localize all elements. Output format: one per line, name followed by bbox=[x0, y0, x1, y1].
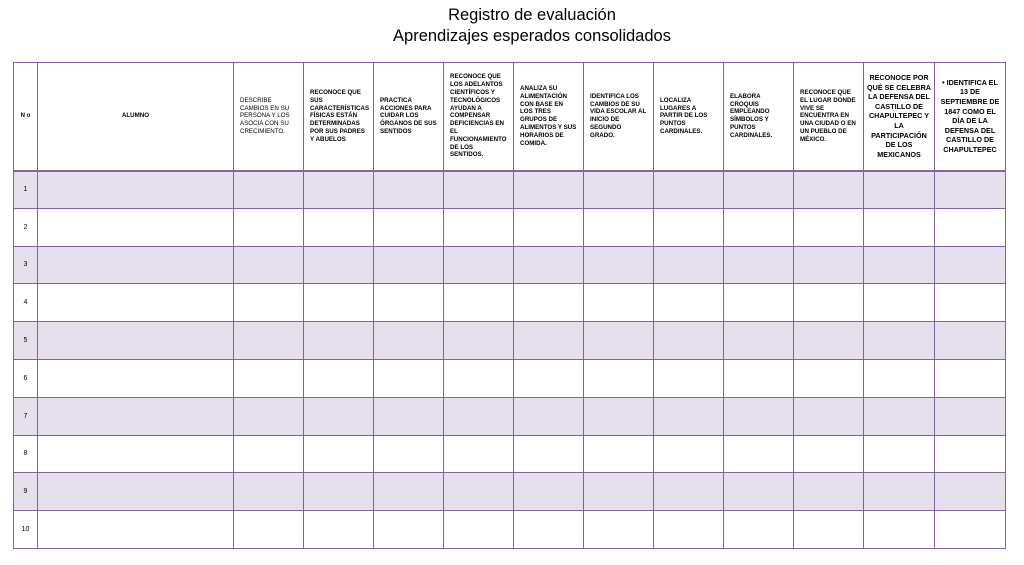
evaluation-cell[interactable] bbox=[584, 435, 654, 473]
evaluation-cell[interactable] bbox=[304, 208, 374, 246]
evaluation-cell[interactable] bbox=[654, 511, 724, 549]
row-number: 3 bbox=[14, 246, 38, 284]
evaluation-cell[interactable] bbox=[864, 246, 935, 284]
table-row bbox=[14, 435, 1006, 473]
evaluation-cell[interactable] bbox=[864, 359, 935, 397]
alumno-cell[interactable] bbox=[38, 397, 234, 435]
row-number: 8 bbox=[14, 435, 38, 473]
evaluation-cell[interactable] bbox=[584, 171, 654, 209]
evaluation-cell[interactable] bbox=[584, 359, 654, 397]
evaluation-cell[interactable] bbox=[374, 473, 444, 511]
evaluation-cell[interactable] bbox=[444, 208, 514, 246]
evaluation-cell[interactable] bbox=[654, 284, 724, 322]
table-row bbox=[14, 511, 1006, 549]
evaluation-cell[interactable] bbox=[654, 435, 724, 473]
evaluation-cell[interactable] bbox=[935, 322, 1006, 360]
evaluation-cell[interactable] bbox=[304, 171, 374, 209]
evaluation-cell[interactable] bbox=[794, 246, 864, 284]
row-number: 6 bbox=[14, 359, 38, 397]
title-line-1: Registro de evaluación bbox=[448, 6, 616, 24]
row-number: 10 bbox=[14, 511, 38, 549]
evaluation-cell[interactable] bbox=[374, 511, 444, 549]
evaluation-cell[interactable] bbox=[864, 284, 935, 322]
alumno-cell[interactable] bbox=[38, 359, 234, 397]
evaluation-cell[interactable] bbox=[864, 322, 935, 360]
evaluation-cell[interactable] bbox=[444, 322, 514, 360]
evaluation-cell[interactable] bbox=[935, 208, 1006, 246]
evaluation-cell[interactable] bbox=[234, 473, 304, 511]
evaluation-cell[interactable] bbox=[654, 246, 724, 284]
evaluation-cell[interactable] bbox=[935, 511, 1006, 549]
evaluation-cell[interactable] bbox=[584, 322, 654, 360]
evaluation-cell[interactable] bbox=[374, 246, 444, 284]
evaluation-cell[interactable] bbox=[584, 208, 654, 246]
evaluation-cell[interactable] bbox=[304, 397, 374, 435]
alumno-cell[interactable] bbox=[38, 511, 234, 549]
header-col-4: RECONOCE QUE LOS ADELANTOS CIENTÍFICOS Y TECNOLÓGICOS AYUDAN A COMPENSAR DEFICIENCIAS EN EL FUNCIONAMIENTO DE LOS SENTIDOS. bbox=[444, 63, 514, 171]
row-number: 7 bbox=[14, 397, 38, 435]
alumno-cell[interactable] bbox=[38, 473, 234, 511]
evaluation-cell[interactable] bbox=[304, 359, 374, 397]
evaluation-cell[interactable] bbox=[935, 359, 1006, 397]
header-col-9: RECONOCE QUE EL LUGAR DONDE VIVE SE ENCUENTRA EN UNA CIUDAD O EN UN PUEBLO DE MÉXICO. bbox=[794, 63, 864, 171]
evaluation-cell[interactable] bbox=[654, 322, 724, 360]
document-title bbox=[0, 5, 1024, 47]
table-body bbox=[14, 171, 1006, 549]
alumno-cell[interactable] bbox=[38, 246, 234, 284]
evaluation-cell[interactable] bbox=[864, 435, 935, 473]
evaluation-cell[interactable] bbox=[444, 435, 514, 473]
header-col-8: ELABORA CROQUIS EMPLEANDO SÍMBOLOS Y PUNTOS CARDINALES. bbox=[724, 63, 794, 171]
alumno-cell[interactable] bbox=[38, 322, 234, 360]
evaluation-cell[interactable] bbox=[234, 397, 304, 435]
evaluation-cell[interactable] bbox=[724, 397, 794, 435]
evaluation-cell[interactable] bbox=[514, 284, 584, 322]
evaluation-cell[interactable] bbox=[584, 397, 654, 435]
evaluation-cell[interactable] bbox=[584, 246, 654, 284]
evaluation-cell[interactable] bbox=[794, 397, 864, 435]
evaluation-cell[interactable] bbox=[794, 322, 864, 360]
evaluation-cell[interactable] bbox=[444, 473, 514, 511]
table-row bbox=[14, 397, 1006, 435]
evaluation-cell[interactable] bbox=[304, 284, 374, 322]
row-number: 2 bbox=[14, 208, 38, 246]
evaluation-cell[interactable] bbox=[654, 473, 724, 511]
evaluation-table bbox=[13, 62, 1006, 549]
header-alumno: ALUMNO bbox=[38, 63, 234, 171]
evaluation-cell[interactable] bbox=[234, 284, 304, 322]
evaluation-cell[interactable] bbox=[444, 359, 514, 397]
evaluation-cell[interactable] bbox=[864, 208, 935, 246]
evaluation-cell[interactable] bbox=[864, 397, 935, 435]
evaluation-cell[interactable] bbox=[304, 511, 374, 549]
header-col-1: DESCRIBE CAMBIOS EN SU PERSONA Y LOS ASOCIA CON SU CRECIMIENTO. bbox=[234, 63, 304, 171]
evaluation-cell[interactable] bbox=[935, 397, 1006, 435]
evaluation-cell[interactable] bbox=[794, 359, 864, 397]
evaluation-cell[interactable] bbox=[794, 511, 864, 549]
evaluation-cell[interactable] bbox=[724, 246, 794, 284]
evaluation-cell[interactable] bbox=[234, 322, 304, 360]
table-row bbox=[14, 359, 1006, 397]
table-row bbox=[14, 284, 1006, 322]
evaluation-cell[interactable] bbox=[514, 208, 584, 246]
evaluation-cell[interactable] bbox=[584, 284, 654, 322]
evaluation-cell[interactable] bbox=[444, 246, 514, 284]
evaluation-cell[interactable] bbox=[514, 397, 584, 435]
evaluation-cell[interactable] bbox=[724, 322, 794, 360]
table-row bbox=[14, 473, 1006, 511]
evaluation-cell[interactable] bbox=[584, 473, 654, 511]
header-col-5: ANALIZA SU ALIMENTACIÓN CON BASE EN LOS TRES GRUPOS DE ALIMENTOS Y SUS HORARIOS DE COMIDA. bbox=[514, 63, 584, 171]
evaluation-cell[interactable] bbox=[444, 171, 514, 209]
title-line-2: Aprendizajes esperados consolidados bbox=[393, 27, 671, 45]
evaluation-cell[interactable] bbox=[444, 397, 514, 435]
evaluation-cell[interactable] bbox=[584, 511, 654, 549]
row-number: 5 bbox=[14, 322, 38, 360]
alumno-cell[interactable] bbox=[38, 435, 234, 473]
evaluation-cell[interactable] bbox=[935, 246, 1006, 284]
evaluation-cell[interactable] bbox=[654, 208, 724, 246]
evaluation-cell[interactable] bbox=[374, 359, 444, 397]
header-col-10: RECONOCE POR QUÉ SE CELEBRA LA DEFENSA DEL CASTILLO DE CHAPULTEPEC Y LA PARTICIPACIÓN DE LOS MEXICANOS bbox=[864, 63, 935, 171]
header-col-11: • IDENTIFICA EL 13 DE SEPTIEMBRE DE 1847 COMO EL DÍA DE LA DEFENSA DEL CASTILLO DE CHAPULTEPEC bbox=[935, 63, 1006, 171]
evaluation-cell[interactable] bbox=[374, 322, 444, 360]
evaluation-cell[interactable] bbox=[935, 473, 1006, 511]
evaluation-cell[interactable] bbox=[234, 246, 304, 284]
evaluation-cell[interactable] bbox=[794, 473, 864, 511]
evaluation-cell[interactable] bbox=[514, 322, 584, 360]
evaluation-cell[interactable] bbox=[304, 435, 374, 473]
evaluation-cell[interactable] bbox=[304, 322, 374, 360]
evaluation-cell[interactable] bbox=[794, 435, 864, 473]
evaluation-cell[interactable] bbox=[724, 473, 794, 511]
evaluation-cell[interactable] bbox=[444, 511, 514, 549]
header-col-7: LOCALIZA LUGARES A PARTIR DE LOS PUNTOS CARDINALES. bbox=[654, 63, 724, 171]
alumno-cell[interactable] bbox=[38, 171, 234, 209]
evaluation-cell[interactable] bbox=[724, 171, 794, 209]
evaluation-cell[interactable] bbox=[935, 435, 1006, 473]
header-col-3: PRACTICA ACCIONES PARA CUIDAR LOS ÓRGANOS DE SUS SENTIDOS bbox=[374, 63, 444, 171]
evaluation-cell[interactable] bbox=[304, 473, 374, 511]
evaluation-cell[interactable] bbox=[724, 435, 794, 473]
table-row bbox=[14, 246, 1006, 284]
evaluation-cell[interactable] bbox=[374, 397, 444, 435]
evaluation-cell[interactable] bbox=[935, 284, 1006, 322]
evaluation-cell[interactable] bbox=[514, 359, 584, 397]
evaluation-cell[interactable] bbox=[304, 246, 374, 284]
evaluation-cell[interactable] bbox=[374, 284, 444, 322]
header-col-2: RECONOCE QUE SUS CARACTERÍSTICAS FÍSICAS ESTÁN DETERMINADAS POR SUS PADRES Y ABUELOS bbox=[304, 63, 374, 171]
evaluation-cell[interactable] bbox=[514, 246, 584, 284]
evaluation-cell[interactable] bbox=[654, 359, 724, 397]
table-row bbox=[14, 208, 1006, 246]
evaluation-cell[interactable] bbox=[864, 171, 935, 209]
evaluation-cell[interactable] bbox=[234, 511, 304, 549]
evaluation-cell[interactable] bbox=[234, 435, 304, 473]
evaluation-cell[interactable] bbox=[654, 397, 724, 435]
row-number: 1 bbox=[14, 171, 38, 209]
evaluation-cell[interactable] bbox=[234, 359, 304, 397]
evaluation-cell[interactable] bbox=[794, 171, 864, 209]
evaluation-cell[interactable] bbox=[514, 511, 584, 549]
evaluation-cell[interactable] bbox=[864, 511, 935, 549]
evaluation-cell[interactable] bbox=[654, 171, 724, 209]
evaluation-cell[interactable] bbox=[794, 284, 864, 322]
row-number: 4 bbox=[14, 284, 38, 322]
evaluation-cell[interactable] bbox=[724, 359, 794, 397]
header-no: N o bbox=[14, 63, 38, 171]
evaluation-cell[interactable] bbox=[374, 435, 444, 473]
evaluation-cell[interactable] bbox=[724, 511, 794, 549]
alumno-cell[interactable] bbox=[38, 284, 234, 322]
evaluation-cell[interactable] bbox=[514, 435, 584, 473]
header-row bbox=[14, 63, 1006, 171]
evaluation-cell[interactable] bbox=[234, 171, 304, 209]
evaluation-cell[interactable] bbox=[374, 208, 444, 246]
evaluation-cell[interactable] bbox=[514, 171, 584, 209]
header-col-6: IDENTIFICA LOS CAMBIOS DE SU VIDA ESCOLAR AL INICIO DE SEGUNDO GRADO. bbox=[584, 63, 654, 171]
evaluation-cell[interactable] bbox=[935, 171, 1006, 209]
evaluation-cell[interactable] bbox=[724, 284, 794, 322]
row-number: 9 bbox=[14, 473, 38, 511]
alumno-cell[interactable] bbox=[38, 208, 234, 246]
evaluation-cell[interactable] bbox=[724, 208, 794, 246]
evaluation-cell[interactable] bbox=[514, 473, 584, 511]
table-row bbox=[14, 322, 1006, 360]
evaluation-cell[interactable] bbox=[374, 171, 444, 209]
evaluation-cell[interactable] bbox=[794, 208, 864, 246]
table-row bbox=[14, 171, 1006, 209]
evaluation-cell[interactable] bbox=[864, 473, 935, 511]
evaluation-cell[interactable] bbox=[234, 208, 304, 246]
evaluation-cell[interactable] bbox=[444, 284, 514, 322]
